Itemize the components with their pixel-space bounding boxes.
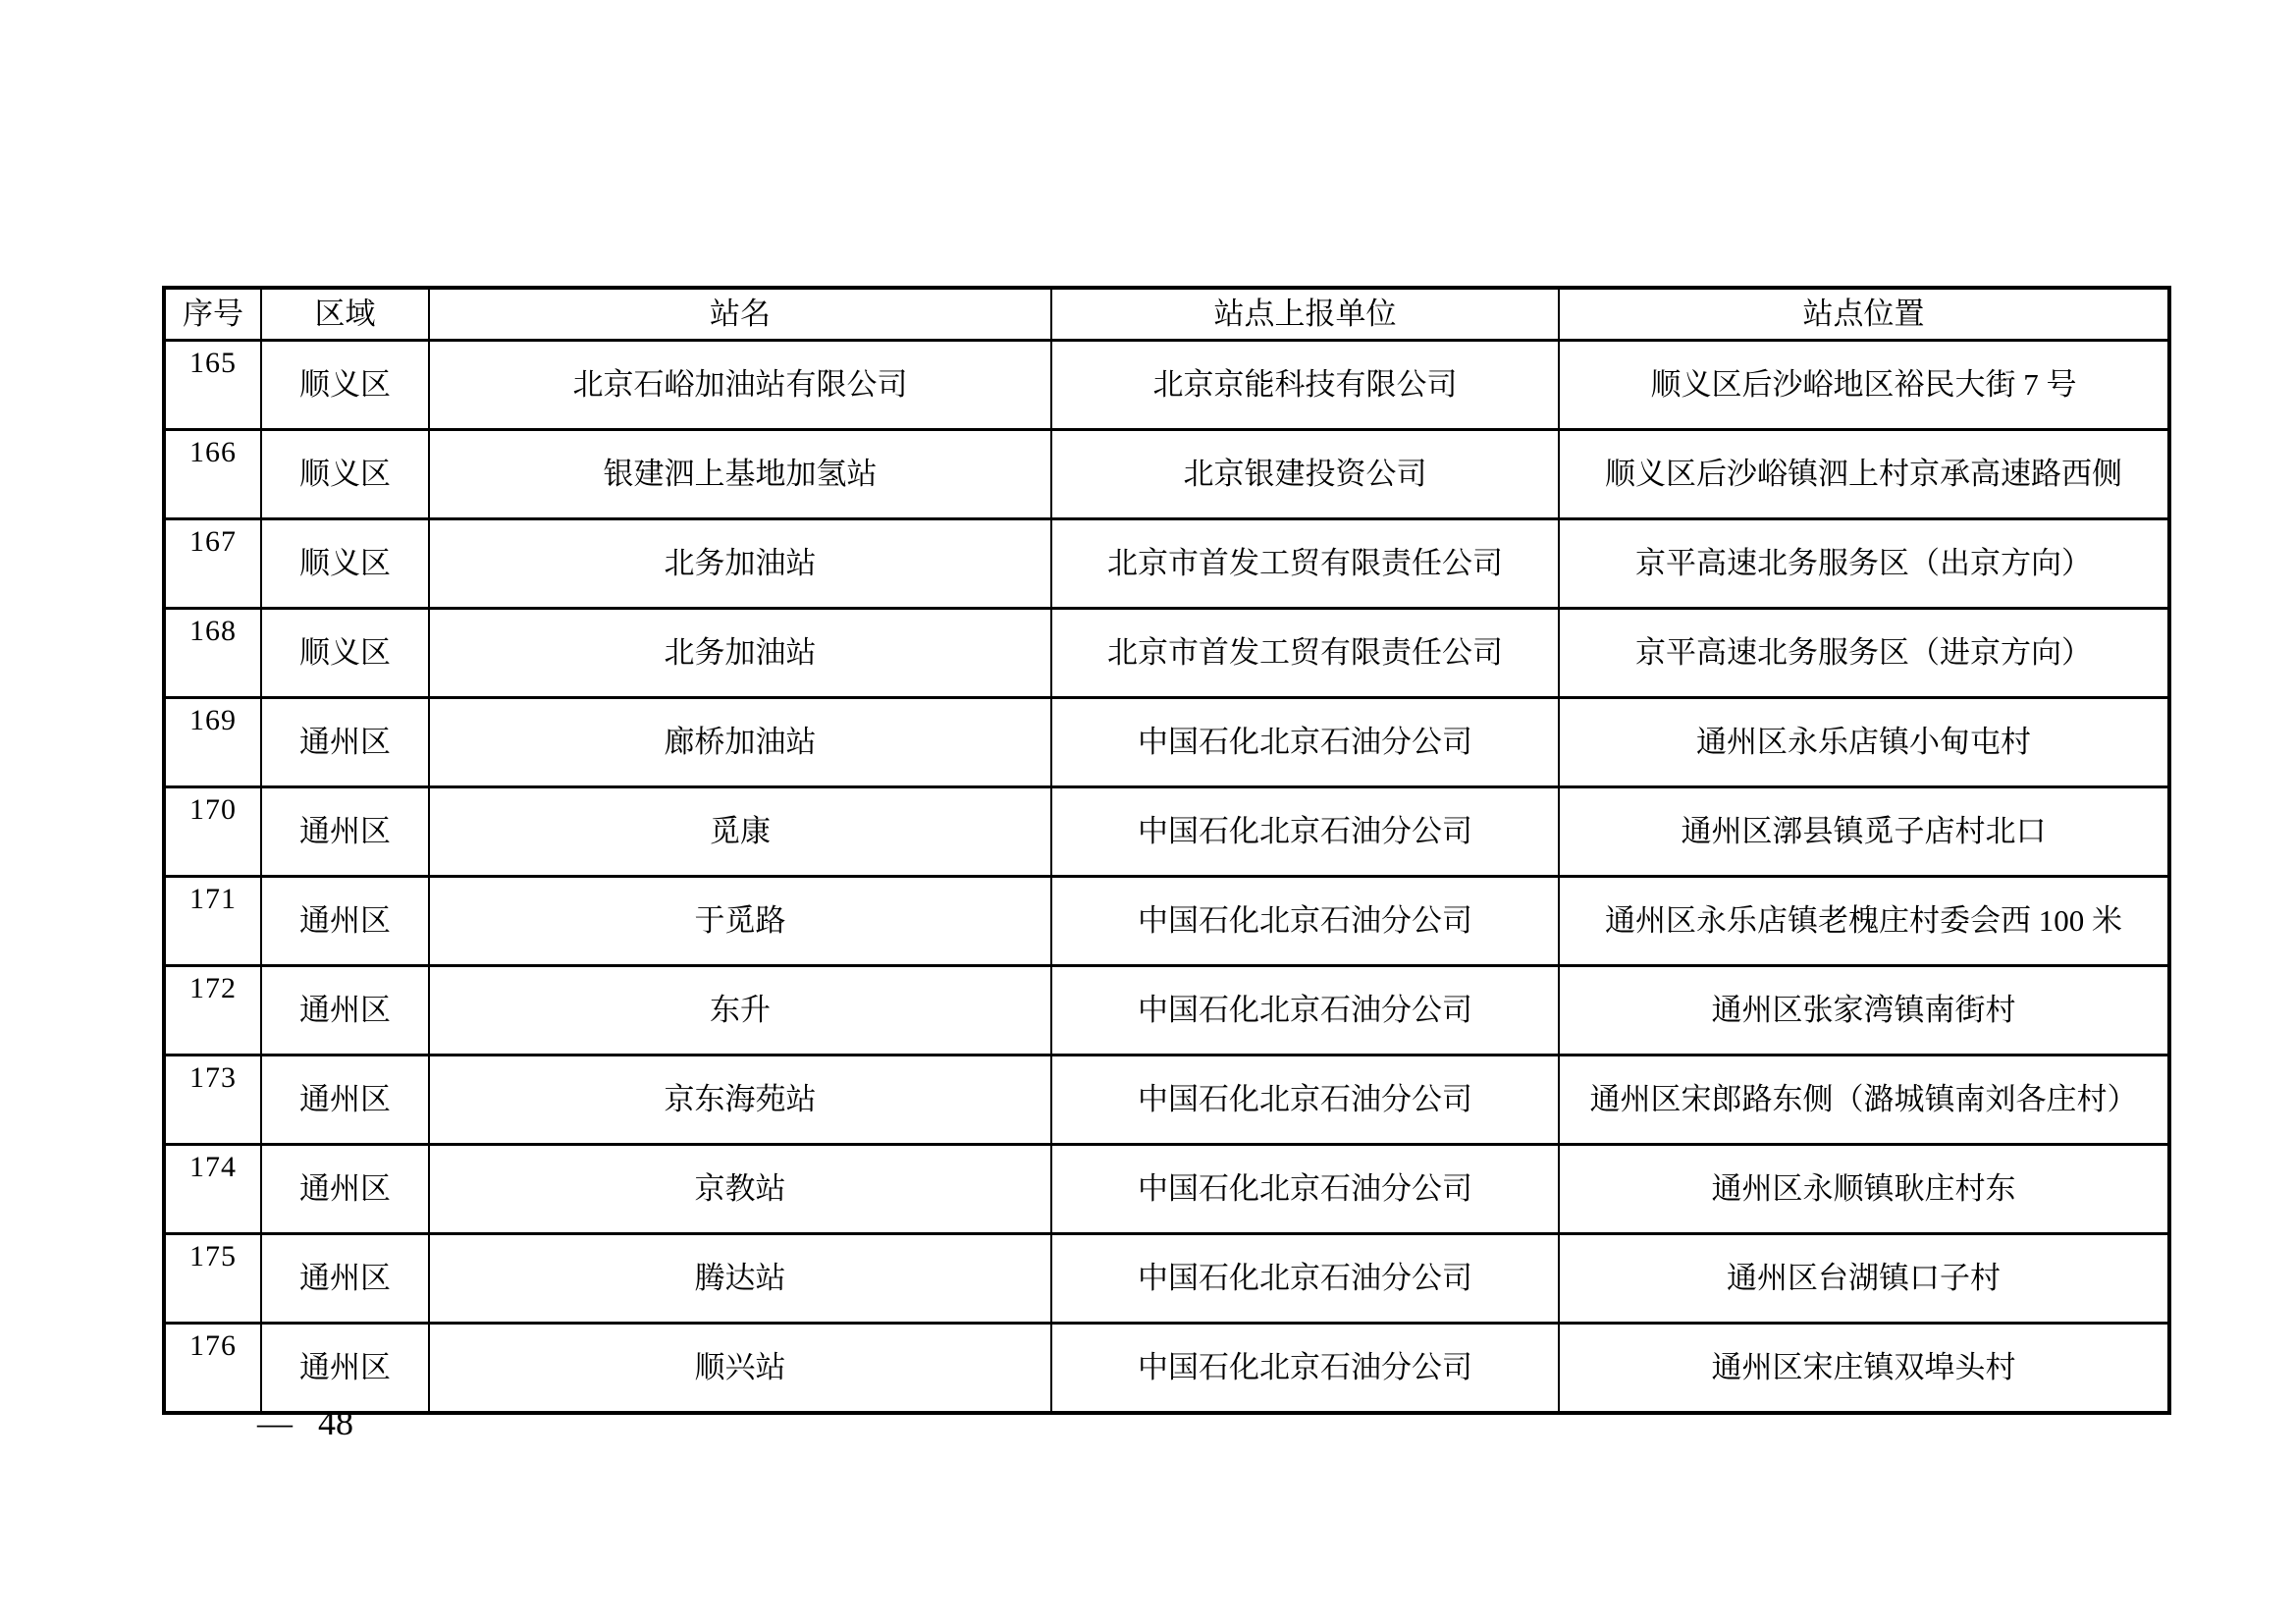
cell-unit: 中国石化北京石油分公司 [1051, 1234, 1559, 1324]
cell-location: 通州区永乐店镇老槐庄村委会西 100 米 [1559, 877, 2169, 966]
table-row [164, 1234, 2169, 1324]
cell-unit: 北京市首发工贸有限责任公司 [1051, 519, 1559, 609]
cell-seq: 167 [164, 519, 261, 609]
cell-station: 顺兴站 [429, 1324, 1051, 1414]
table-row [164, 430, 2169, 519]
cell-unit: 北京京能科技有限公司 [1051, 341, 1559, 430]
cell-location: 通州区宋庄镇双埠头村 [1559, 1324, 2169, 1414]
col-header-location: 站点位置 [1559, 288, 2169, 341]
table-row [164, 877, 2169, 966]
cell-region: 通州区 [261, 1145, 429, 1234]
table-header-row [164, 288, 2169, 341]
table-row [164, 698, 2169, 787]
cell-station: 北务加油站 [429, 609, 1051, 698]
cell-seq: 172 [164, 966, 261, 1056]
table-row [164, 966, 2169, 1056]
cell-unit: 中国石化北京石油分公司 [1051, 877, 1559, 966]
cell-seq: 171 [164, 877, 261, 966]
cell-seq: 168 [164, 609, 261, 698]
cell-region: 通州区 [261, 1324, 429, 1414]
cell-location: 通州区漷县镇觅子店村北口 [1559, 787, 2169, 877]
cell-seq: 166 [164, 430, 261, 519]
cell-region: 通州区 [261, 1056, 429, 1145]
cell-seq: 165 [164, 341, 261, 430]
cell-location: 通州区永顺镇耿庄村东 [1559, 1145, 2169, 1234]
cell-station: 东升 [429, 966, 1051, 1056]
cell-region: 通州区 [261, 787, 429, 877]
cell-station: 腾达站 [429, 1234, 1051, 1324]
cell-unit: 北京银建投资公司 [1051, 430, 1559, 519]
cell-seq: 173 [164, 1056, 261, 1145]
cell-station: 北务加油站 [429, 519, 1051, 609]
cell-location: 顺义区后沙峪地区裕民大街 7 号 [1559, 341, 2169, 430]
cell-location: 通州区张家湾镇南街村 [1559, 966, 2169, 1056]
cell-location: 通州区宋郎路东侧（潞城镇南刘各庄村） [1559, 1056, 2169, 1145]
cell-location: 通州区永乐店镇小甸屯村 [1559, 698, 2169, 787]
col-header-station: 站名 [429, 288, 1051, 341]
table-row [164, 1324, 2169, 1414]
table-row [164, 341, 2169, 430]
col-header-region: 区域 [261, 288, 429, 341]
cell-unit: 中国石化北京石油分公司 [1051, 1145, 1559, 1234]
cell-location: 京平高速北务服务区（进京方向） [1559, 609, 2169, 698]
cell-region: 顺义区 [261, 341, 429, 430]
cell-unit: 中国石化北京石油分公司 [1051, 1324, 1559, 1414]
cell-region: 通州区 [261, 1234, 429, 1324]
cell-station: 银建泗上基地加氢站 [429, 430, 1051, 519]
cell-seq: 170 [164, 787, 261, 877]
cell-station: 于觅路 [429, 877, 1051, 966]
footer-dash: — [257, 1403, 293, 1442]
cell-location: 通州区台湖镇口子村 [1559, 1234, 2169, 1324]
cell-seq: 176 [164, 1324, 261, 1414]
table-row [164, 609, 2169, 698]
cell-station: 京教站 [429, 1145, 1051, 1234]
table-row [164, 519, 2169, 609]
cell-region: 顺义区 [261, 430, 429, 519]
cell-unit: 中国石化北京石油分公司 [1051, 698, 1559, 787]
cell-seq: 169 [164, 698, 261, 787]
table-row [164, 1056, 2169, 1145]
cell-region: 顺义区 [261, 519, 429, 609]
cell-station: 京东海苑站 [429, 1056, 1051, 1145]
cell-unit: 北京市首发工贸有限责任公司 [1051, 609, 1559, 698]
cell-region: 通州区 [261, 698, 429, 787]
cell-station: 北京石峪加油站有限公司 [429, 341, 1051, 430]
cell-unit: 中国石化北京石油分公司 [1051, 787, 1559, 877]
cell-seq: 174 [164, 1145, 261, 1234]
table-row [164, 1145, 2169, 1234]
cell-region: 通州区 [261, 877, 429, 966]
cell-unit: 中国石化北京石油分公司 [1051, 1056, 1559, 1145]
cell-region: 顺义区 [261, 609, 429, 698]
cell-location: 京平高速北务服务区（出京方向） [1559, 519, 2169, 609]
cell-region: 通州区 [261, 966, 429, 1056]
cell-station: 廊桥加油站 [429, 698, 1051, 787]
table-row [164, 787, 2169, 877]
cell-location: 顺义区后沙峪镇泗上村京承高速路西侧 [1559, 430, 2169, 519]
cell-station: 觅康 [429, 787, 1051, 877]
station-table [162, 286, 2171, 1415]
col-header-unit: 站点上报单位 [1051, 288, 1559, 341]
page-footer [257, 1402, 353, 1443]
col-header-seq: 序号 [164, 288, 261, 341]
cell-unit: 中国石化北京石油分公司 [1051, 966, 1559, 1056]
page-number: 48 [318, 1403, 353, 1442]
cell-seq: 175 [164, 1234, 261, 1324]
